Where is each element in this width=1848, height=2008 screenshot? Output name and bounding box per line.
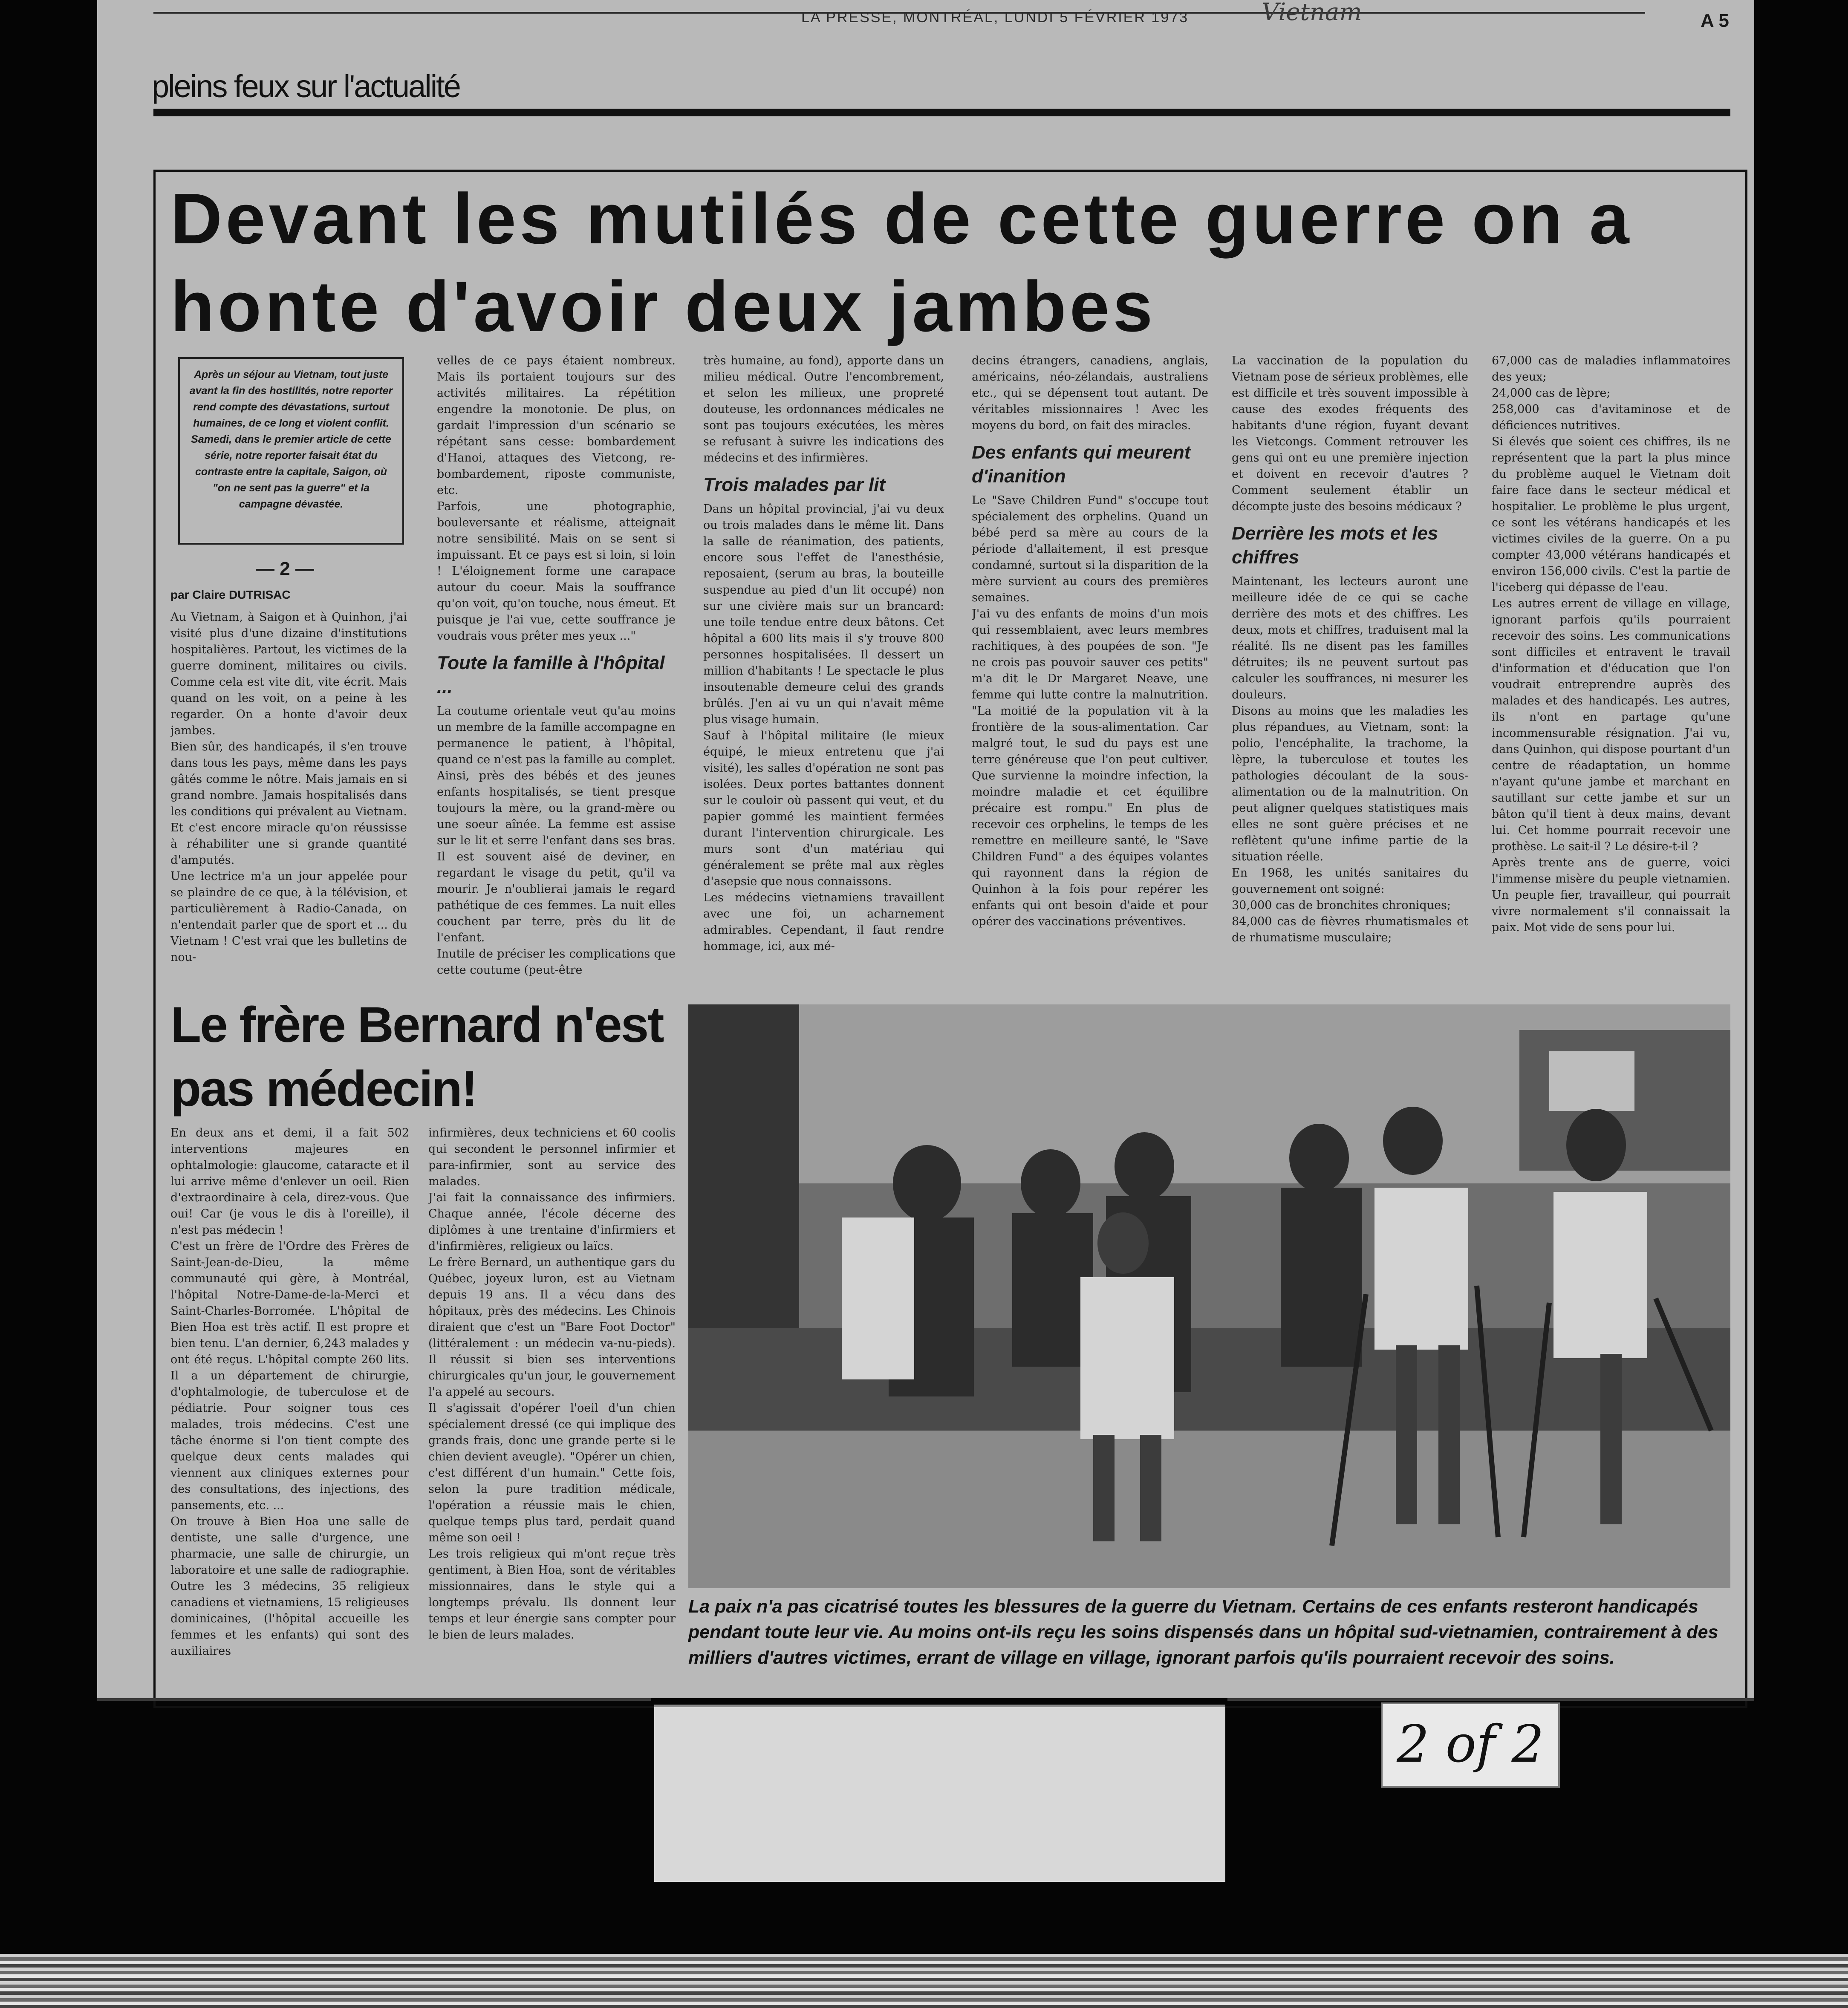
photo-caption: La paix n'a pas cicatrisé toutes les blessures de la guerre du Vietnam. Certains de ces enfants resteront handicapés pendant toute leur vie. Au moins ont-ils reçu les soins dispensés dans un hôpital sud-vietnamien, contrairement à des milliers d'autres victimes, errant de village en village, ignorant parfois qu'ils pourraient recevoir des soins.: [688, 1596, 1718, 1668]
article-column-2: [437, 353, 676, 979]
article-column-5: [1232, 353, 1468, 979]
column-3-text: très humaine, au fond), apporte dans un milieu médical. Outre l'encombrement, et selon les milieux, une propreté douteuse, les ordonnances médicales ne sont pas toujours exécutées, les mères se refusant à suivre les indications des médecins et des infirmières.: [703, 354, 944, 464]
article-column-1: Au Vietnam, à Saigon et à Quinhon, j'ai visité plus d'une dizaine d'institutions hospitalières. Partout, les victimes de la guerre dominent, militaires ou civils. Comme cela est vite dit, vite écrit. Mais quand on les voit, on a peine à les regarder. On a honte d'avoir deux jambes. Bien sûr, des handicapés, il s'en trouve dans tous les pays, même dans les pays gâtés comme le nôtre. Mais jamais en si grand nombre. Jamais hospitalisés dans les conditions qui prévalent au Vietnam. Et c'est encore miracle qu'on réussisse à réhabiliter une si grande quantité d'amputés. Une lectrice m'a un jour appelée pour se plaindre de ce que, à la télévision, et particulièrement à Radio-Canada, on n'entendait parler que de sport et ... du Vietnam ! C'est vrai que les bulletins de nou-: [170, 611, 407, 964]
subhead-trois-malades: Trois malades par lit: [703, 474, 886, 495]
article-column-6: 67,000 cas de maladies inflammatoires des yeux; 24,000 cas de lèpre; 258,000 cas d'avitaminose et de déficiences nutritives. Si élevés que soient ces chiffres, ils ne représentent que la part la plus mince du problème auquel le Vietnam doit faire face dans le secteur médical et hospitalier. Le problème le plus urgent, ce sont les vétérans handicapés et les victimes civiles de la guerre. On a pu compter 43,000 vétérans handicapés et environ 156,000 civils. C'est la partie de l'iceberg qui dépasse de l'eau. Les autres errent de village en village, ignorant parfois qu'ils pourraient recevoir des soins. Les communications sont difficiles et entravent le travail d'information et d'éducation que l'on voudrait entreprendre auprès des malades et des handicapés. Les autres, ils n'ont en partage qu'une incommensurable résignation. J'ai vu, dans Quinhon, qui dispose pourtant d'un centre de réadaptation, un homme n'ayant qu'une jambe et marchant en sautillant sur cette jambe et sur un bâton qu'il tient à deux mains, devant lui. Cet homme pourrait recevoir une prothèse. Le sait-il ? Le désire-t-il ? Après trente ans de guerre, voici l'immense misère du peuple vietnamien. Un peuple fier, travailleur, qui pourrait vivre normalement s'il connaissait la paix. Mot vide de sens pour lui.: [1492, 354, 1730, 934]
microfilm-edge: [0, 1954, 1848, 2008]
article-column-4: [972, 353, 1208, 979]
main-headline: Devant les mutilés de cette guerre on a honte d'avoir deux jambes: [170, 179, 1633, 346]
column-4b-text: Le "Save Children Fund" s'occupe tout spécialement des orphelins. Quand un bébé perd sa mère au cours de la période d'allaitement, il est presque condamné, surtout si la disparition de la mère survient au cours des premières semaines. J'ai vu des enfants de moins d'un mois qui ressemblaient, avec leurs membres rachitiques, à des poupées de son. "Je ne crois pas pouvoir sauver ces petits" m'a dit le Dr Margaret Neave, une femme qui lutte contre la malnutrition. "La moitié de la population vit à la frontière de la sous-alimentation. Car malgré tout, le sud du pays est une terre généreuse que l'on peut cultiver. Que survienne la moindre infection, la moindre maladie et cet équilibre précaire est rompu." En plus de recevoir ces orphelins, le temps de les remettre en meilleure santé, le "Save Children Fund" a des équipes volantes qui rayonnent dans la région de Quinhon à la fois pour repérer les enfants qui ont besoin d'aide et pour opérer des vaccinations préventives.: [972, 494, 1208, 928]
section-title: pleins feux sur l'actualité: [152, 69, 460, 104]
sidebar-column-2: infirmières, deux techniciens et 60 coolis qui secondent le personnel infirmier et para-infirmier, sont au service des malades. J'ai fait la connaissance des infirmiers. Chaque année, l'école décerne des diplômes à une trentaine d'infirmiers et d'infirmières, religieux ou laïcs. Le frère Bernard, un authentique gars du Québec, joyeux luron, est au Vietnam depuis 19 ans. Il a vécu dans des hôpitaux, près des médecins. Les Chinois diraient que c'est un "Bare Foot Doctor" (littéralement : un médecin va-nu-pieds). Il réussit si bien ses interventions chirurgicales qu'un jour, le gouvernement l'a appelé au secours. Il s'agissait d'opérer l'oeil d'un chien spécialement dressé (ce qui implique des grands frais, donc une grande perte si le chien devient aveugle). "Opérer un chien, c'est différent d'un humain." Cette fois, selon la pure tradition médicale, l'opération a réussie mais le chien, quelque temps plus tard, perdait quand même son oeil ! Les trois religieux qui m'ont reçue très gentiment, à Bien Hoa, sont de véritables missionnaires, dans le style qui a longtemps prévalu. Ils donnent leur temps et leur énergie sans compter pour le bien de leurs malades.: [428, 1126, 676, 1642]
subhead-derriere-les-mots: Derrière les mots et les chiffres: [1232, 523, 1438, 568]
column-2-text: velles de ce pays étaient nombreux. Mais ils portaient toujours sur des activités militaires. La répétition engendre la monotonie. De plus, on gardait l'impression d'un scénario se répétant sans cesse: bombardement d'Hanoi, attaques des Vietcong, re-bombardement, riposte communiste, etc. Parfois, une photographie, bouleversante et réalisme, atteignait notre sensibilité. Mais on se sent si impuissant. Et ce pays est si loin, si loin ! L'éloignement forme une carapace autour du coeur. Mais la souffrance qu'on voit, qu'on touche, nous émeut. Et puisque je l'ai vue, cette souffrance je voudrais vous prêter mes yeux ...": [437, 354, 676, 643]
byline: par Claire DUTRISAC: [170, 588, 291, 601]
masthead: LA PRESSE, MONTRÉAL, LUNDI 5 FÉVRIER 1973: [801, 9, 1189, 26]
column-4-text: decins étrangers, canadiens, anglais, américains, néo-zélandais, australiens etc., qui se dépensent tout autant. De véritables missionnaires ! Avec les moyens du bord, on fait des miracles.: [972, 354, 1208, 432]
article-column-3: [703, 353, 944, 979]
handwritten-note: Vietnam: [1262, 0, 1362, 26]
paper-stub: [654, 1705, 1225, 1882]
column-2b-text: La coutume orientale veut qu'au moins un membre de la famille accompagne en permanence le patient, à l'hôpital, quand ce n'est pas la famille au complet. Ainsi, près des bébés et des jeunes enfants hospitalisés, se tient presque toujours la mère, ou la grand-mère ou une soeur aînée. La femme est assise sur le lit et serre l'enfant dans ses bras. Il est souvent aisé de deviner, en regardant le visage du petit, qu'il va mourir. Je n'oublierai jamais le regard pathétique de ces femmes. La nuit elles couchent par terre, près du lit de l'enfant. Inutile de préciser les complications que cette coutume (peut-être: [437, 704, 676, 977]
clipping-edge-right: [1227, 1698, 1754, 1701]
secondary-headline: Le frère Bernard n'est pas médecin!: [170, 997, 663, 1117]
column-3b-text: Dans un hôpital provincial, j'ai vu deux ou trois malades dans le même lit. Dans la salle de réanimation, des patients, encore sous l'effet de l'anesthésie, reposaient, (serum au bras, la bouteille suspendue au pied d'un lit occupé) non sur une civière mais sur un brancard: une toile tendue entre deux bâtons. Cet hôpital a 600 lits mais il s'y trouve 800 personnes hospitalisées. Il dessert un million d'habitants ! Le spectacle le plus insoutenable demeure celui des grands brûlés. J'en ai vu un qui n'avait même plus visage humain. Sauf à l'hôpital militaire (le mieux équipé, le mieux entretenu que j'ai visité), les salles d'opération ne sont pas isolées. Deux portes battantes donnent sur le couloir où passent qui veut, et du papier gommé les maintient fermées durant l'intervention chirurgicale. Les murs sont d'un matériau qui généralement se prête mal aux règles d'asepsie que nous connaissons. Les médecins vietnamiens travaillent avec une foi, un acharnement admirables. Cependant, il faut rendre hommage, ici, aux mé-: [703, 502, 944, 953]
archive-stamp: 2 of 2: [1381, 1702, 1560, 1788]
series-part-number: — 2 —: [256, 558, 314, 579]
sidebar-column-1: En deux ans et demi, il a fait 502 interventions majeures en ophtalmologie: glaucome, cataracte et il lui arrive même d'enlever un oeil. Rien d'extraordinaire à cela, direz-vous. Que oui! Car (je vous le dis à l'oreille), il n'est pas médecin ! C'est un frère de l'Ordre des Frères de Saint-Jean-de-Dieu, la même communauté qui gère, à Montréal, l'hôpital Notre-Dame-de-la-Merci et Saint-Charles-Borromée. L'hôpital de Bien Hoa est très actif. Il est propre et bien tenu. L'an dernier, 6,243 malades y ont été reçus. L'hôpital compte 260 lits. Il a un département de chirurgie, d'ophtalmologie, de tuberculose et de pédiatrie. Pour soigner tous ces malades, trois médecins. C'est une tâche énorme si l'on tient compte des quelque deux cents malades qui viennent aux cliniques externes pour des consultations, des injections, des pansements, etc. ... On trouve à Bien Hoa une salle de dentiste, une salle d'urgence, une pharmacie, une salle de chirurgie, un laboratoire et une salle de radiographie. Outre les 3 médecins, 35 religieux canadiens et vietnamiens, 15 religieuses dominicaines, (l'hôpital accueille les femmes et les enfants) qui sont des auxiliaires: [170, 1126, 409, 1658]
column-5b-text: Maintenant, les lecteurs auront une meilleure idée de ce qui se cache derrière des mots et des chiffres. Les deux, mots et chiffres, traduisent mal la réalité. Ils ne disent pas les familles détruites; ils ne peuvent surtout pas calculer les souffrances, ni mesurer les douleurs. Disons au moins que les maladies les plus répandues, au Vietnam, sont: la polio, l'encéphalite, la trachome, la lèpre, la tuberculose et toutes les pathologies découlant de la sous-alimentation ou de la malnutrition. On peut aligner quelques statistiques mais elles ne sont guère précises et ne reflètent qu'une infime partie de la situation réelle. En 1968, les unités sanitaires du gouvernement ont soigné: 30,000 cas de bronchites chroniques; 84,000 cas de fièvres rhumatismales et de rhumatisme musculaire;: [1232, 575, 1468, 944]
subhead-toute-la-famille: Toute la famille à l'hôpital ...: [437, 652, 665, 697]
lede-box: Après un séjour au Vietnam, tout juste avant la fin des hostilités, notre reporter rend compte des dévastations, surtout humaines, de ce long et violent conflit. Samedi, dans le premier article de cette série, notre reporter faisait état du contraste entre la capitale, Saigon, où "on ne sent pas la guerre" et la campagne dévastée.: [178, 357, 404, 545]
column-5-text: La vaccination de la population du Vietnam pose de sérieux problèmes, elle est difficile et très souvent impossible à cause des exodes fréquents des habitants d'une région, fuyant devant les Vietcongs. Comment retrouver les gens qui ont eu une première injection et doivent en recevoir d'autres ? Comment seulement établir un décompte juste des besoins médicaux ?: [1232, 354, 1468, 513]
subhead-des-enfants: Des enfants qui meurent d'inanition: [972, 442, 1191, 487]
photo-children-hospital: [688, 1004, 1730, 1588]
section-rule: [153, 109, 1730, 116]
page-number: A 5: [1701, 10, 1729, 31]
clipping-edge: [97, 1698, 651, 1701]
